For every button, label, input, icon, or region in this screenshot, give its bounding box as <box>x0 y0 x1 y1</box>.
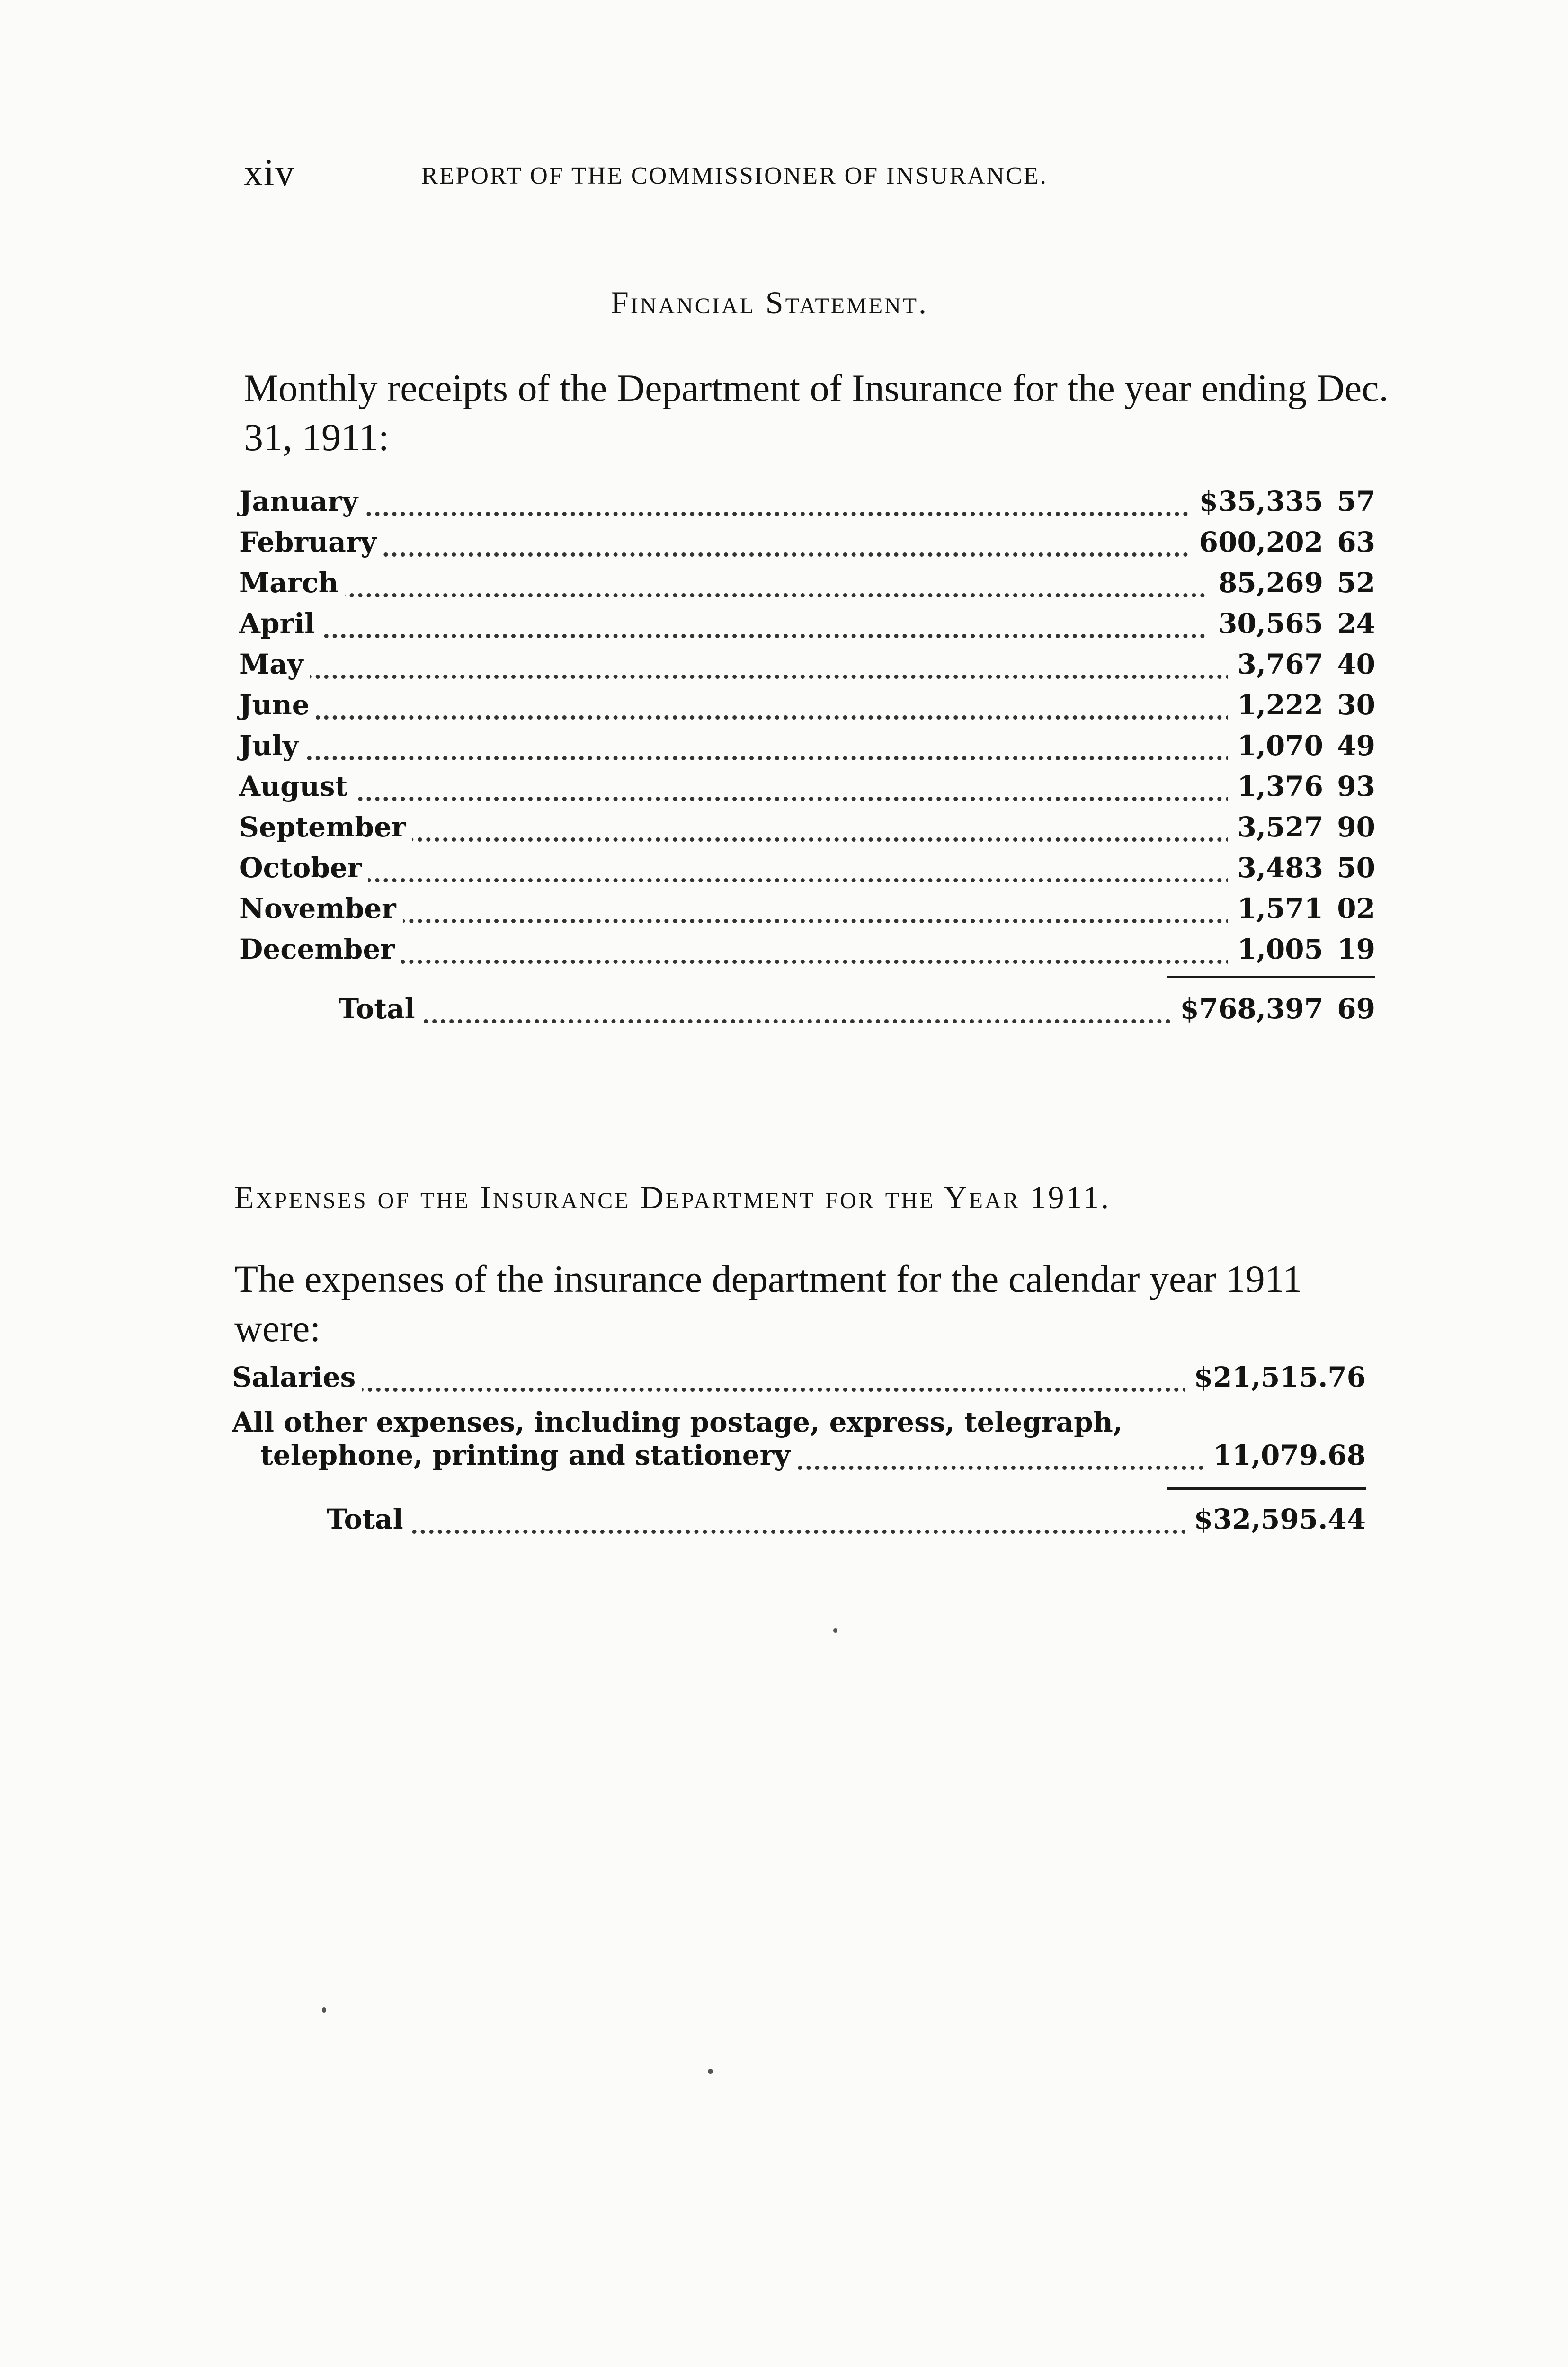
dot-leader <box>239 634 1375 638</box>
amount-dollars: 3,527 <box>1237 811 1323 843</box>
financial-statement-title: Financial Statement. <box>611 285 929 320</box>
receipts-total-row <box>239 993 1375 1033</box>
dot-leader <box>239 797 1375 801</box>
receipt-row <box>239 892 1375 933</box>
receipt-row <box>239 730 1375 770</box>
amount-dollars: 600,202 <box>1199 526 1323 558</box>
receipts-intro: Monthly receipts of the Department of Insurance for the year ending Dec. 31, 1911: <box>244 366 1389 459</box>
running-head: REPORT OF THE COMMISSIONER OF INSURANCE. <box>421 162 1048 189</box>
receipt-row-amount <box>1228 689 1375 721</box>
scan-speck <box>708 2069 713 2074</box>
receipt-row-label: November <box>239 892 403 925</box>
expenses-title: Expenses of the Insurance Department for the Year 1911. <box>234 1179 1111 1215</box>
amount-dollars: 30,565 <box>1218 607 1323 640</box>
receipts-total-row-amount <box>1170 993 1375 1025</box>
total-rule <box>1167 976 1375 978</box>
receipt-row <box>239 648 1375 689</box>
receipt-row-amount <box>1228 770 1375 802</box>
receipt-row-label: June <box>239 689 316 721</box>
receipt-row <box>239 770 1375 811</box>
amount-cents: 19 <box>1337 933 1375 965</box>
receipt-row <box>239 933 1375 974</box>
receipt-row-amount <box>1190 526 1375 558</box>
receipt-row-label: March <box>239 567 345 599</box>
expenses-total-row <box>232 1503 1366 1544</box>
amount-cents: 63 <box>1337 526 1375 558</box>
receipt-row-label: January <box>239 485 365 517</box>
expense-label-line2: telephone, printing and stationery <box>260 1439 797 1471</box>
expense-amount: $21,515.76 <box>1185 1361 1366 1393</box>
amount-cents: 93 <box>1337 770 1375 802</box>
monthly-receipts-table <box>239 485 1375 1053</box>
scan-speck <box>322 2007 326 2013</box>
amount-cents: 49 <box>1337 730 1375 762</box>
amount-cents: 24 <box>1337 607 1375 640</box>
receipt-row-amount <box>1190 485 1375 517</box>
amount-dollars: 3,767 <box>1237 648 1323 680</box>
receipt-row-amount <box>1228 648 1375 680</box>
receipt-row-label: May <box>239 648 310 680</box>
receipt-row <box>239 811 1375 852</box>
dot-leader <box>239 715 1375 720</box>
total-rule <box>1167 1487 1366 1490</box>
expense-label: Salaries <box>232 1361 362 1393</box>
receipt-row <box>239 689 1375 730</box>
receipt-row-amount <box>1209 567 1375 599</box>
receipt-row-label: September <box>239 811 412 843</box>
amount-dollars: 1,376 <box>1237 770 1323 802</box>
dot-leader <box>239 878 1375 882</box>
scan-speck <box>833 1628 837 1633</box>
amount-dollars: 1,222 <box>1237 689 1323 721</box>
receipt-row-label: February <box>239 526 383 558</box>
expense-label-line1: All other expenses, including postage, express, telegraph, <box>232 1406 1129 1438</box>
amount-dollars: 1,070 <box>1237 730 1323 762</box>
expenses-table <box>232 1361 1366 1560</box>
receipt-row-amount <box>1228 811 1375 843</box>
amount-cents: 50 <box>1337 852 1375 884</box>
receipt-row-label: July <box>239 730 305 762</box>
page-header <box>244 151 1371 208</box>
receipt-row-amount <box>1228 730 1375 762</box>
amount-cents: 02 <box>1337 892 1375 925</box>
receipt-row-amount <box>1228 892 1375 925</box>
amount-dollars: 3,483 <box>1237 852 1323 884</box>
dot-leader <box>239 960 1375 964</box>
receipt-row-amount <box>1228 852 1375 884</box>
amount-cents: 57 <box>1337 485 1375 517</box>
amount-cents: 40 <box>1337 648 1375 680</box>
receipt-row-amount <box>1228 933 1375 965</box>
receipt-row <box>239 567 1375 607</box>
amount-dollars: $768,397 <box>1180 993 1323 1025</box>
expense-row-other <box>232 1439 1366 1480</box>
expense-row-salaries <box>232 1361 1366 1402</box>
dot-leader <box>239 593 1375 597</box>
amount-dollars: $35,335 <box>1199 485 1323 517</box>
receipt-row-amount <box>1209 607 1375 640</box>
amount-dollars: 1,005 <box>1237 933 1323 965</box>
amount-cents: 69 <box>1337 993 1375 1025</box>
receipt-row-label: October <box>239 852 368 884</box>
amount-cents: 52 <box>1337 567 1375 599</box>
expenses-intro: The expenses of the insurance department for the calendar year 1911 were: <box>234 1257 1302 1350</box>
receipt-row-label: April <box>239 607 321 640</box>
amount-dollars: 85,269 <box>1218 567 1323 599</box>
receipts-total-row-label: Total <box>339 993 422 1025</box>
receipt-row-label: December <box>239 933 401 965</box>
dot-leader <box>239 919 1375 923</box>
amount-cents: 90 <box>1337 811 1375 843</box>
receipt-row-label: August <box>239 770 354 802</box>
dot-leader <box>239 756 1375 760</box>
page-number: xiv <box>244 152 295 194</box>
expense-amount: 11,079.68 <box>1203 1439 1366 1471</box>
receipt-row <box>239 485 1375 526</box>
receipt-row <box>239 852 1375 892</box>
expenses-total-amount: $32,595.44 <box>1185 1503 1366 1535</box>
expenses-total-label: Total <box>327 1503 410 1535</box>
amount-dollars: 1,571 <box>1237 892 1323 925</box>
receipt-row <box>239 526 1375 567</box>
receipt-row <box>239 607 1375 648</box>
amount-cents: 30 <box>1337 689 1375 721</box>
dot-leader <box>239 675 1375 679</box>
expense-row-other-line1 <box>232 1406 1366 1444</box>
